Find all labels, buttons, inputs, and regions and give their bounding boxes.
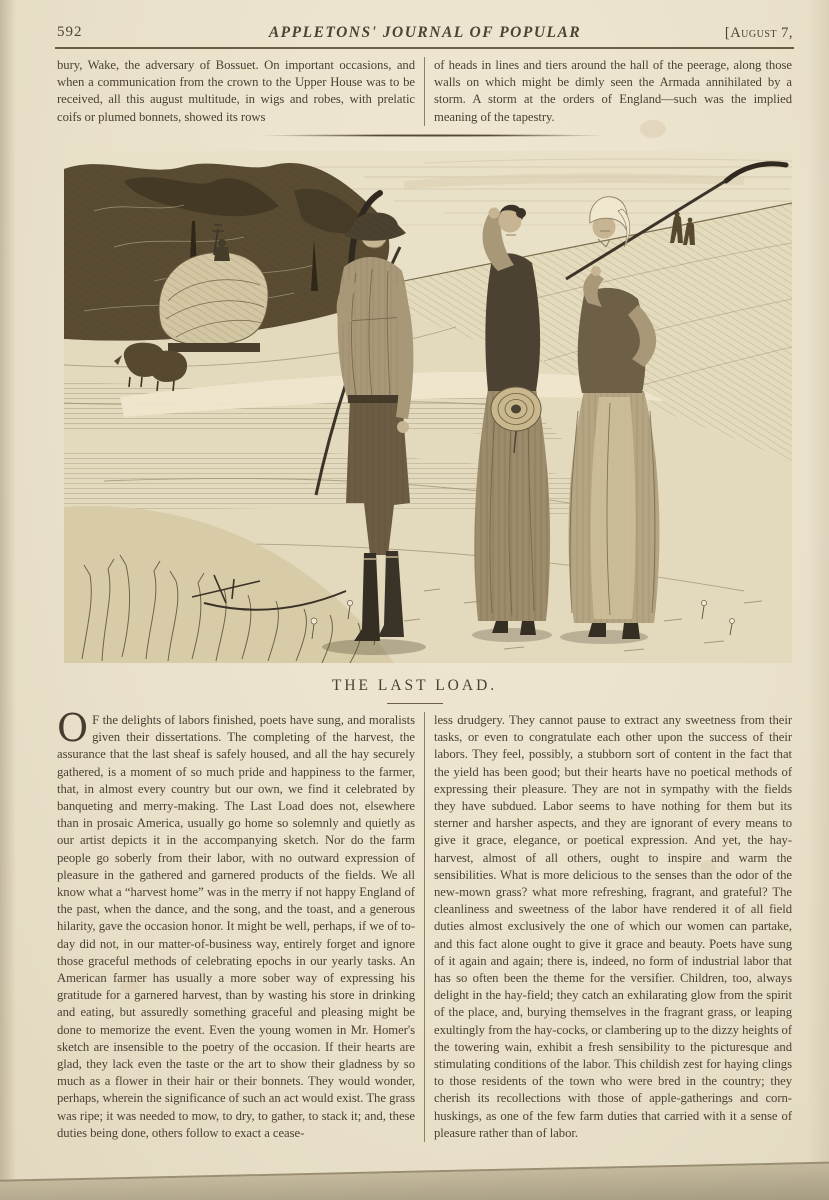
engraving-caption: THE LAST LOAD.	[331, 677, 498, 694]
top-left-column: bury, Wake, the adversary of Bossuet. On important occasions, and when a communication from the crown to the Upper House was to be received, all this august multitude, in wigs and robes, with prelatic coifs or plumed bonnets, showed its rows	[57, 58, 415, 124]
column-rule	[424, 712, 425, 1142]
woman1-shadow	[472, 628, 552, 642]
engraving-plate	[64, 151, 792, 663]
wagon-driver	[218, 239, 226, 247]
section-divider-rule	[250, 134, 616, 137]
page-number: 592	[57, 24, 83, 40]
article-right-column: less drudgery. They cannot pause to extract any sweetness from their tasks, or even to congratulate each other upon the success of their labors. They feel, possibly, a stubborn sort of content in the fact that the yield has been good; but their hearts have no poetical methods of expressing their pleasure. They are not in sympathy with the fields they have subdued. Labor seems to have nothing for them but its sterner and harsher aspects, and they are ignorant of every means to give it grace, elegance, or poetical expression. And yet, the hay-harvest, almost of all others, ought to inspire and warm the sensibilities. What is more delicious to the senses than the odor of the new-mown grass? what more refreshing, fragrant, and grateful? The cleanliness and sweetness of the labor have rendered it of all field duties almost exclusively the one of which our women can partake, and this fact alone ought to give it grace and beauty. Poets have sung of it again and again; there is, indeed, no form of industrial labor that has so often been the theme for the versifier. Children, too, always delight in the hay-field; they catch an exhilarating glow from the spirit of the place, and, burying themselves in the fragrant grass, or leaping exultingly from the hay-cocks, or clambering up to the dizzy heights of the towering wain, exhibit a fresh sensibility to the picturesque and stimulating conditions of the labor. This childish zest for haying clings to those residents of the town who were bred in the country; they cherish its recollections with those of apple-gatherings and corn-huskings, as one of the few farm duties that carried with it a sense of pleasure rather than of labor.	[434, 713, 792, 1140]
header-rule	[55, 47, 794, 49]
top-right-column: of heads in lines and tiers around the hall of the peerage, along those walls on which might be dimly seen the Armada annihilated by a storm. A storm at the orders of England—such was the implied meaning of the tapestry.	[434, 58, 792, 124]
caption-rule	[387, 703, 443, 704]
last-load-engraving	[64, 151, 792, 663]
article-left-column	[57, 706, 415, 1142]
top-text-section	[57, 57, 792, 126]
article-left-text: F the delights of labors finished, poets have sung, and moralists given their dissertations. The completing of the harvest, the assurance that the last sheaf is safely housed, and all the hay securely gathered, is a moment of so much pride and happiness to the farmer, that, in almost every country but our own, we find it celebrated by banqueting and merry-making. The Last Load does not, elsewhere than in prosaic America, usually go home so solemnly and quietly as our artist depicts it in the accompanying sketch. Nor do the farm people go soberly from their labor, with no outward expression of pleasure in the gathered and garnered products of the fields. We all know what a “harvest home” was in the merry if not happy England of the past, when the dance, and the song, and the toast, and a generous hilarity, gave the occasion honor. It might be well, perhaps, if we of to-day did not, in our matter-of-business way, entirely forget and ignore those graceful methods of celebrating epochs in our yearly tasks. An American farmer has usually a more sober way of expressing his gratitude for a garnered harvest, than by wasting his store in drinking and eating, but assuredly something graceful and pleasing might be done to memorize the event. Even the young women in Mr. Homer's sketch are insensible to the poetry of the occasion. If their hearts are glad, they lack even the taste or the art to show their gladness by so much as a flower in their hair or their bonnets. They would wonder, perhaps, wherein the significance of such an act would exist. The grass was ripe; it was needed to mow, to dry, to gather, to stack it; and, these duties being done, others follow to exact a cease-	[57, 713, 415, 1140]
article-section	[57, 706, 792, 1142]
column-rule	[424, 57, 425, 126]
page-edge-shadow	[0, 1161, 829, 1200]
issue-date: [August 7,	[724, 25, 793, 41]
drop-cap: O	[57, 706, 89, 750]
man-shadow	[322, 639, 426, 655]
running-head	[57, 24, 793, 46]
journal-title: APPLETONS' JOURNAL OF POPULAR	[268, 24, 582, 41]
